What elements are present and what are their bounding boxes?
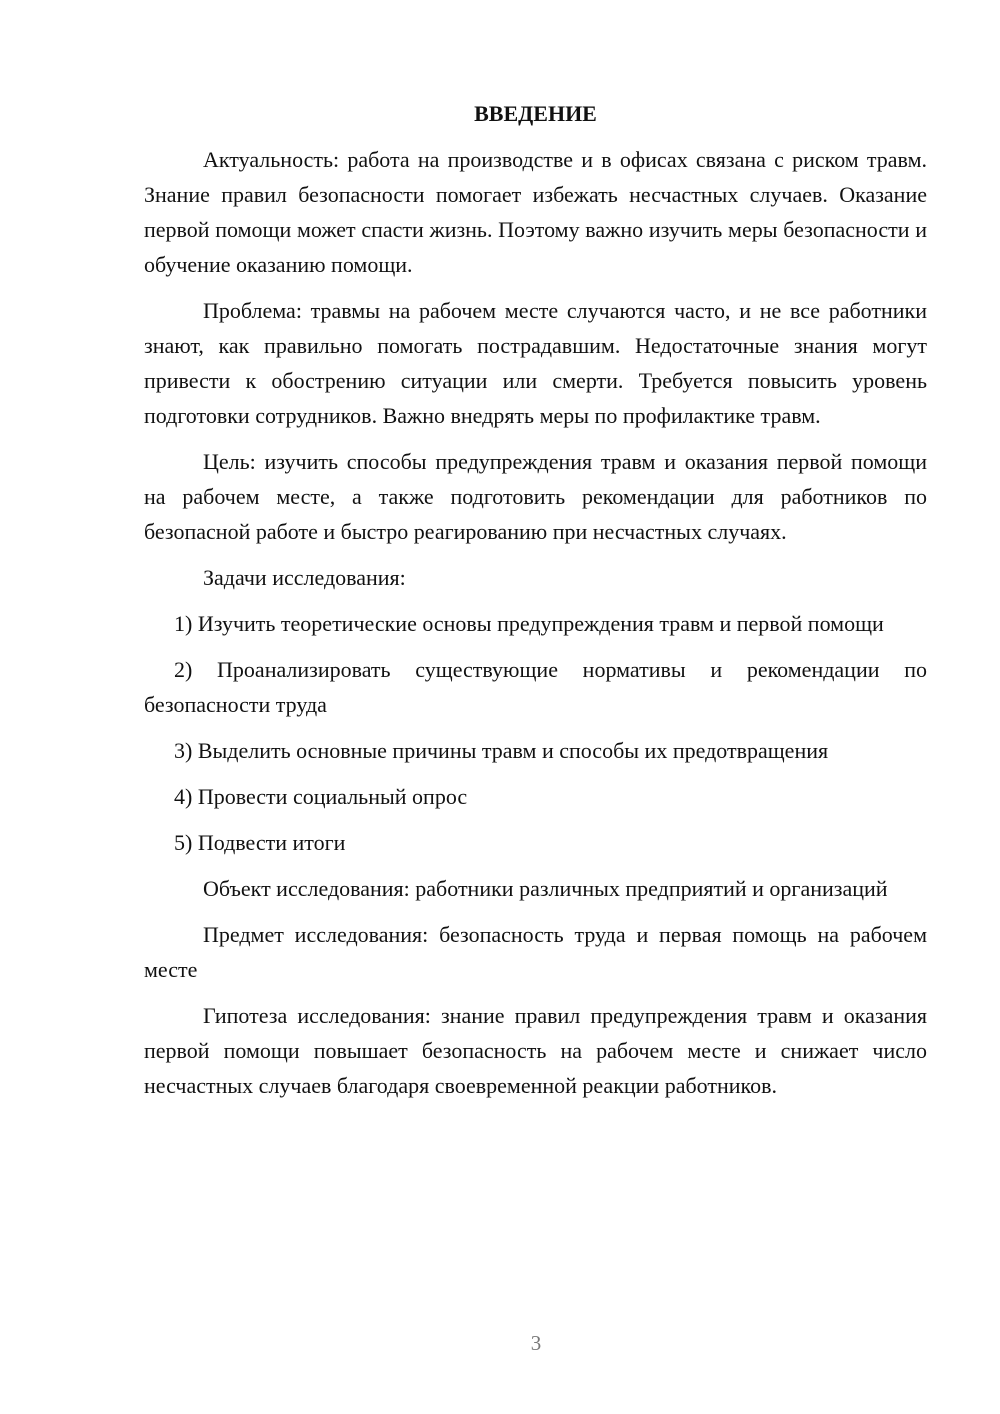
- subject-paragraph: Предмет исследования: безопасность труда и первая помощь на рабочем месте: [144, 922, 927, 982]
- page-number: 3: [530, 1331, 542, 1355]
- object-paragraph: Объект исследования: работники различных предприятий и организаций: [203, 876, 888, 901]
- section-title: ВВЕДЕНИЕ: [474, 101, 597, 126]
- document-page: [144, 96, 927, 1114]
- tasks-list: [144, 606, 927, 860]
- task-item: 4) Провести социальный опрос: [174, 784, 468, 809]
- task-item: 5) Подвести итоги: [174, 830, 346, 855]
- problem-paragraph: Проблема: травмы на рабочем месте случаются часто, и не все работники знают, как правильно помогать пострадавшим. Недостаточные знания могут привести к обострению ситуации или смерти. Требуется повысить уровень подготовки сотрудников. Важно внедрять меры по профилактике травм.: [144, 298, 927, 428]
- goal-paragraph: Цель: изучить способы предупреждения травм и оказания первой помощи на рабочем месте, а также подготовить рекомендации для работников по безопасной работе и быстро реагированию при несчастных случаях.: [144, 449, 927, 544]
- hypothesis-paragraph: Гипотеза исследования: знание правил предупреждения травм и оказания первой помощи повышает безопасность на рабочем месте и снижает число несчастных случаев благодаря своевременной реакции работников.: [144, 1003, 927, 1098]
- task-item: 3) Выделить основные причины травм и способы их предотвращения: [174, 738, 829, 763]
- relevance-paragraph: Актуальность: работа на производстве и в офисах связана с риском травм. Знание правил безопасности помогает избежать несчастных случаев. Оказание первой помощи может спасти жизнь. Поэтому важно изучить меры безопасности и обучение оказанию помощи.: [144, 147, 927, 277]
- tasks-heading: Задачи исследования:: [203, 565, 406, 590]
- task-item: 2) Проанализировать существующие нормативы и рекомендации по безопасности труда: [144, 657, 927, 717]
- task-item: 1) Изучить теоретические основы предупреждения травм и первой помощи: [174, 611, 884, 636]
